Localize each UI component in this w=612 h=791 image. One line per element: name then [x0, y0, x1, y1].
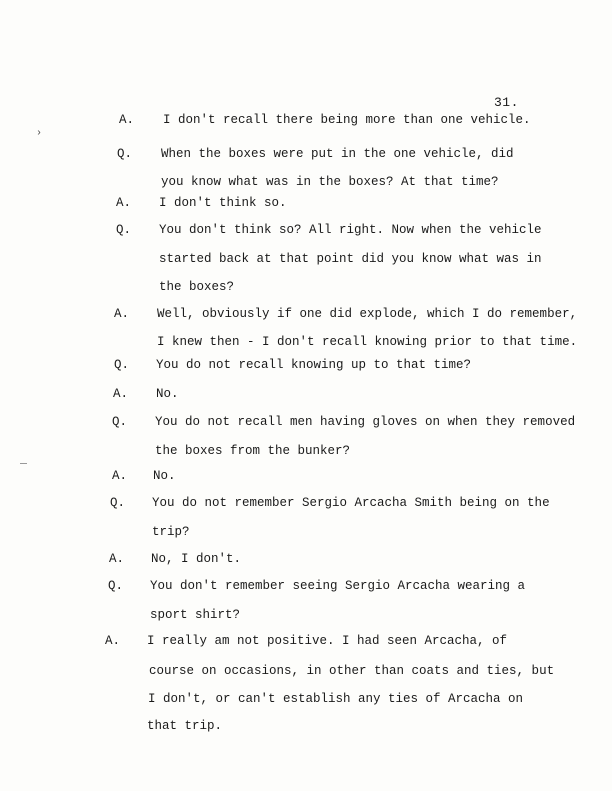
question-marker: Q. [116, 223, 132, 237]
answer-line: I don't, or can't establish any ties of Arcacha on [148, 692, 524, 706]
question-line: You don't think so? All right. Now when the vehicle [159, 223, 542, 237]
answer-marker: A. [116, 196, 132, 210]
question-line: the boxes? [159, 280, 235, 294]
answer-marker: A. [113, 387, 129, 401]
answer-line: course on occasions, in other than coats and ties, but [149, 664, 555, 678]
question-marker: Q. [108, 579, 124, 593]
question-line: When the boxes were put in the one vehicle, did [161, 147, 514, 161]
answer-line: No. [156, 387, 179, 401]
answer-line: that trip. [147, 719, 223, 733]
answer-marker: A. [105, 634, 121, 648]
answer-line: I knew then - I don't recall knowing prior to that time. [157, 335, 578, 349]
margin-mark: › [36, 128, 43, 139]
answer-marker: A. [119, 113, 135, 127]
question-line: You don't remember seeing Sergio Arcacha wearing a [150, 579, 526, 593]
question-marker: Q. [112, 415, 128, 429]
question-line: trip? [152, 525, 190, 539]
answer-line: I don't recall there being more than one vehicle. [163, 113, 531, 127]
question-marker: Q. [117, 147, 133, 161]
question-line: started back at that point did you know what was in [159, 252, 542, 266]
answer-marker: A. [109, 552, 125, 566]
answer-line: Well, obviously if one did explode, which I do remember, [157, 307, 578, 321]
answer-marker: A. [112, 469, 128, 483]
answer-line: I don't think so. [159, 196, 287, 210]
question-line: You do not recall knowing up to that time? [156, 358, 472, 372]
question-line: you know what was in the boxes? At that time? [161, 175, 499, 189]
question-marker: Q. [110, 496, 126, 510]
question-line: You do not remember Sergio Arcacha Smith being on the [152, 496, 550, 510]
answer-line: No, I don't. [151, 552, 242, 566]
page-number: 31. [494, 95, 519, 110]
answer-line: No. [153, 469, 176, 483]
question-line: sport shirt? [150, 608, 241, 622]
question-marker: Q. [114, 358, 130, 372]
question-line: the boxes from the bunker? [155, 444, 351, 458]
answer-marker: A. [114, 307, 130, 321]
question-line: You do not recall men having gloves on when they removed [155, 415, 576, 429]
margin-mark [20, 463, 27, 464]
answer-line: I really am not positive. I had seen Arcacha, of [147, 634, 508, 648]
